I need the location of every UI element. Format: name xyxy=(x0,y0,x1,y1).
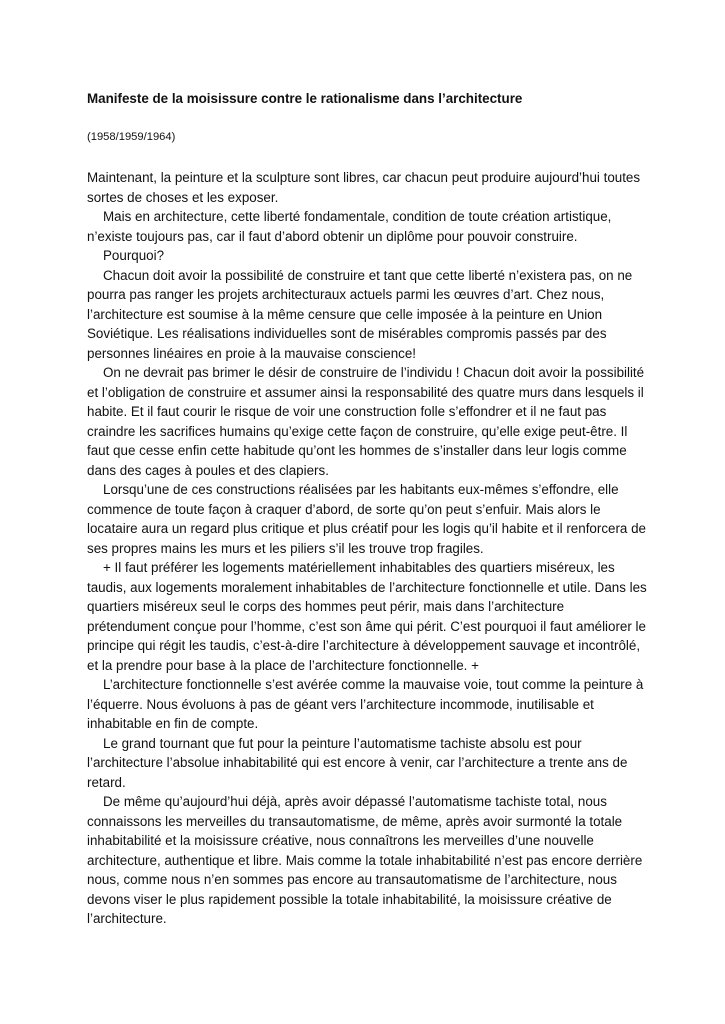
paragraph: Le grand tournant que fut pour la peinture l’automatisme tachiste absolu est pour l’architecture l’absolue inhabitabilité qui est encore à venir, car l’architecture a trente ans de retard. xyxy=(87,735,628,790)
paragraph: + Il faut préférer les logements matériellement inhabitables des quartiers miséreux, les taudis, aux logements moralement inhabitables de l’architecture fonctionnelle et utile. Dans les quartiers miséreux seul le corps des hommes peut périr, mais dans l’architecture prétendument conçue pour l’homme, c’est son âme qui périt. C’est pourquoi il faut améliorer le principe qui régit les taudis, c’est-à-dire l’architecture à développement sauvage et incontrôlé, et la prendre pour base à la place de l’architecture fonctionnelle. + xyxy=(87,560,647,673)
paragraph: De même qu’aujourd’hui déjà, après avoir dépassé l’automatisme tachiste total, nous connaissons les merveilles du transautomatisme, de même, après avoir surmonté la totale inhabitabilité et la moisissure créative, nous connaîtrons les merveilles d’une nouvelle architecture, authentique et libre. Mais comme la totale inhabitabilité n’est pas encore derrière nous, comme nous n’en sommes pas encore au transautomatisme de l’architecture, nous devons viser le plus rapidement possible la totale inhabitabilité, la moisissure créative de l’architecture. xyxy=(87,794,643,926)
paragraph: On ne devrait pas brimer le désir de construire de l’individu ! Chacun doit avoir la possibilité et l’obligation de construire et assumer ainsi la responsabilité des quatre murs dans lesquels il habite. Et il faut courir le risque de voir une construction folle s’effondrer et il ne faut pas craindre les sacrifices humains qu’exige cette façon de construire, qu’elle exige peut-être. Il faut que cesse enfin cette habitude qu’ont les hommes de s’installer dans leur logis comme dans des cages à poules et des clapiers. xyxy=(87,365,645,478)
paragraph: L’architecture fonctionnelle s’est avérée comme la mauvaise voie, tout comme la peinture à l’équerre. Nous évoluons à pas de géant vers l’architecture incommode, inutilisable et inhabitable en fin de compte. xyxy=(87,677,644,731)
paragraph: Chacun doit avoir la possibilité de construire et tant que cette liberté n’existera pas, on ne pourra pas ranger les projets architecturaux actuels parmi les œuvres d’art. Chez nous, l’architecture est soumise à la même censure que celle imposée à la peinture en Union Soviétique. Les réalisations individuelles sont de misérables compromis passés par des personnes linéaires en proie à la mauvaise conscience! xyxy=(87,267,633,361)
document-title: Manifeste de la moisissure contre le rationalisme dans l’architecture xyxy=(87,91,523,106)
paragraph: Maintenant, la peinture et la sculpture sont libres, car chacun peut produire aujourd’hui toutes sortes de choses et les exposer. xyxy=(87,170,641,205)
paragraph: Pourquoi? xyxy=(103,248,165,263)
document-page xyxy=(87,89,649,929)
document-dates: (1958/1959/1964) xyxy=(87,131,176,143)
paragraph: Lorsqu’une de ces constructions réalisées par les habitants eux-mêmes s’effondre, elle commence de toute façon à craquer d’abord, de sorte qu’on peut s’enfuir. Mais alors le locataire aura un regard plus critique et plus créatif pour les logis qu’il habite et il renforcera de ses propres mains les murs et les piliers s’il les trouve trop fragiles. xyxy=(87,482,646,556)
document-body xyxy=(87,168,649,929)
paragraph: Mais en architecture, cette liberté fondamentale, condition de toute création artistique, n’existe toujours pas, car il faut d’abord obtenir un diplôme pour pouvoir construire. xyxy=(87,209,612,244)
